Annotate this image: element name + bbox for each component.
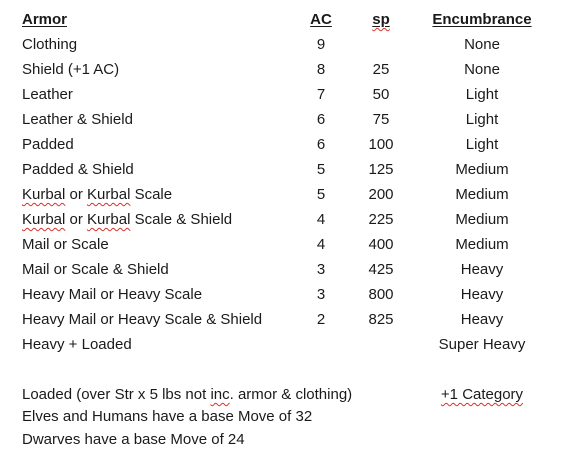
armor-cell: Leather bbox=[22, 86, 73, 103]
sp-cell: 800 bbox=[368, 286, 394, 303]
armor-word-kurbal: Kurbal bbox=[87, 186, 131, 203]
header-ac: AC bbox=[310, 11, 332, 28]
armor-word-kurbal: Kurbal bbox=[87, 211, 131, 228]
sp-cell: 400 bbox=[368, 236, 394, 253]
encumbrance-cell: Medium bbox=[455, 186, 509, 203]
ac-cell: 3 bbox=[316, 286, 326, 303]
loaded-note-post: . armor & clothing) bbox=[229, 386, 353, 403]
move-note-dwarves: Dwarves have a base Move of 24 bbox=[22, 431, 245, 448]
table-row bbox=[0, 34, 567, 56]
move-note-elves-humans: Elves and Humans have a base Move of 32 bbox=[22, 408, 313, 425]
armor-cell: Heavy Mail or Heavy Scale bbox=[22, 286, 203, 303]
sp-cell: 425 bbox=[368, 261, 394, 278]
ac-cell: 6 bbox=[316, 111, 326, 128]
encumbrance-cell: None bbox=[464, 61, 500, 78]
armor-cell: Mail or Scale bbox=[22, 236, 109, 253]
ac-cell: 2 bbox=[316, 311, 326, 328]
armor-cell: Mail or Scale & Shield bbox=[22, 261, 169, 278]
header-armor: Armor bbox=[22, 11, 68, 28]
encumbrance-cell: Heavy bbox=[460, 311, 504, 328]
armor-cell: Clothing bbox=[22, 36, 78, 53]
armor-cell bbox=[22, 209, 232, 231]
encumbrance-cell: Super Heavy bbox=[438, 336, 526, 353]
table-row bbox=[0, 184, 567, 206]
ac-cell: 8 bbox=[316, 61, 326, 78]
encumbrance-cell: Heavy bbox=[460, 261, 504, 278]
armor-cell: Shield (+1 AC) bbox=[22, 61, 120, 78]
ac-cell: 7 bbox=[316, 86, 326, 103]
sp-cell: 75 bbox=[372, 111, 390, 128]
armor-cell: Heavy + Loaded bbox=[22, 336, 132, 353]
encumbrance-cell: Medium bbox=[455, 236, 509, 253]
sp-cell: 100 bbox=[368, 136, 394, 153]
table-row bbox=[0, 309, 567, 331]
table-row bbox=[0, 159, 567, 181]
sp-cell: 25 bbox=[372, 61, 390, 78]
ac-cell: 4 bbox=[316, 236, 326, 253]
encumbrance-cell: Light bbox=[465, 86, 499, 103]
loaded-category-note bbox=[418, 384, 546, 406]
loaded-note-inc: inc bbox=[210, 386, 230, 403]
ac-cell: 4 bbox=[316, 211, 326, 228]
table-header bbox=[0, 9, 567, 31]
encumbrance-cell: Medium bbox=[455, 211, 509, 228]
sp-cell: 825 bbox=[368, 311, 394, 328]
encumbrance-cell: Heavy bbox=[460, 286, 504, 303]
encumbrance-cell: Light bbox=[465, 111, 499, 128]
armor-word-rest: Scale bbox=[130, 186, 173, 203]
sp-cell: 225 bbox=[368, 211, 394, 228]
encumbrance-cell: Medium bbox=[455, 161, 509, 178]
sp-cell: 50 bbox=[372, 86, 390, 103]
armor-cell: Heavy Mail or Heavy Scale & Shield bbox=[22, 311, 263, 328]
table-row bbox=[0, 234, 567, 256]
armor-word-kurbal: Kurbal bbox=[22, 211, 66, 228]
sp-cell: 200 bbox=[368, 186, 394, 203]
table-row bbox=[0, 134, 567, 156]
ac-cell: 9 bbox=[316, 36, 326, 53]
armor-cell: Padded & Shield bbox=[22, 161, 134, 178]
table-row bbox=[0, 259, 567, 281]
sp-cell: 125 bbox=[368, 161, 394, 178]
ac-cell: 6 bbox=[316, 136, 326, 153]
loaded-note bbox=[22, 384, 352, 406]
armor-cell: Padded bbox=[22, 136, 74, 153]
encumbrance-cell: None bbox=[464, 36, 500, 53]
table-row bbox=[0, 84, 567, 106]
header-sp-text: sp bbox=[372, 11, 390, 28]
ac-cell: 5 bbox=[316, 186, 326, 203]
ac-cell: 3 bbox=[316, 261, 326, 278]
armor-word-kurbal: Kurbal bbox=[22, 186, 66, 203]
table-row bbox=[0, 209, 567, 231]
loaded-note-pre: Loaded (over Str x 5 lbs not bbox=[22, 386, 211, 403]
armor-word-or: or bbox=[65, 211, 88, 228]
armor-word-rest: Scale & Shield bbox=[130, 211, 233, 228]
armor-cell bbox=[22, 184, 172, 206]
ac-cell: 5 bbox=[316, 161, 326, 178]
armor-cell: Leather & Shield bbox=[22, 111, 133, 128]
header-sp bbox=[358, 9, 404, 31]
header-encumbrance: Encumbrance bbox=[432, 11, 532, 28]
loaded-category-text: +1 Category bbox=[440, 386, 524, 403]
table-row bbox=[0, 59, 567, 81]
encumbrance-cell: Light bbox=[465, 136, 499, 153]
table-row bbox=[0, 109, 567, 131]
table-row bbox=[0, 284, 567, 306]
armor-word-or: or bbox=[65, 186, 88, 203]
table-row bbox=[0, 334, 567, 356]
